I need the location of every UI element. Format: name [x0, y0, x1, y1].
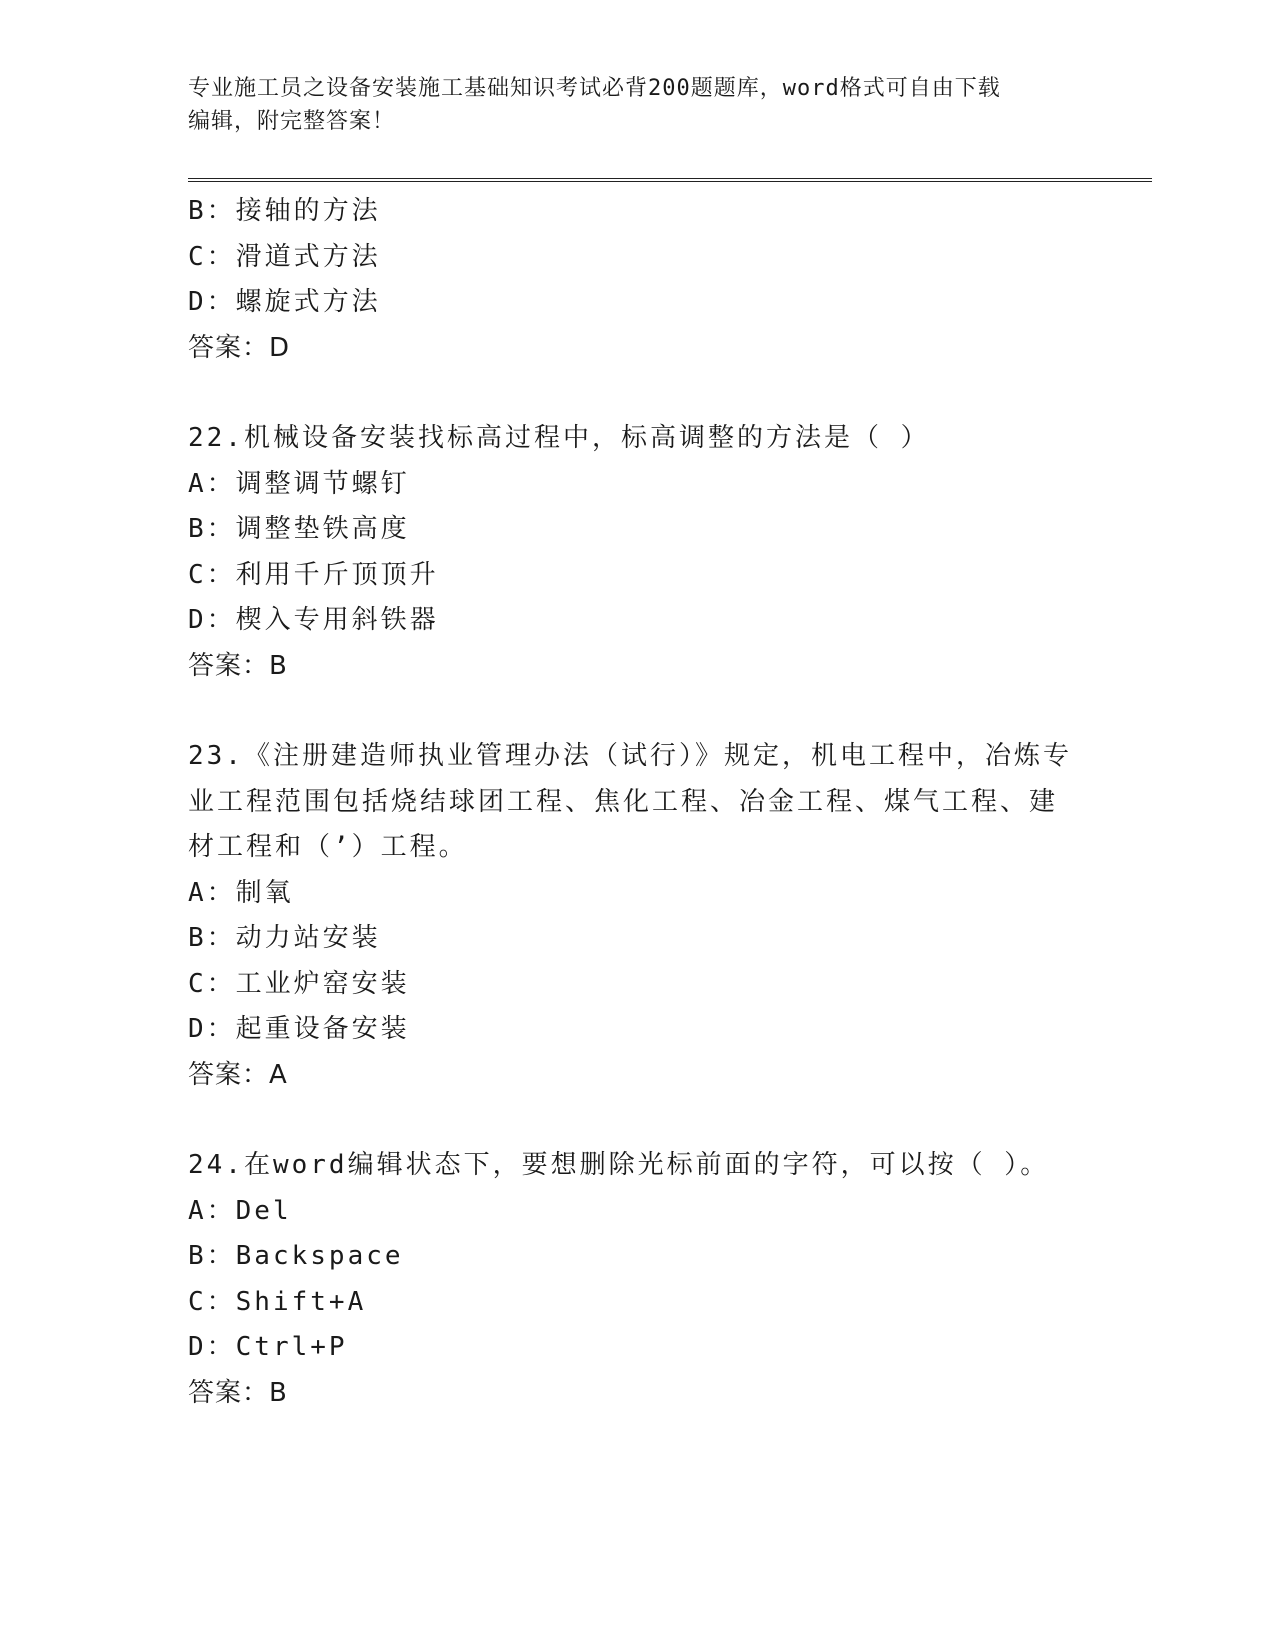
question-stem: 22.机械设备安装找标高过程中，标高调整的方法是（ ） — [188, 423, 930, 453]
option-b: B：动力站安装 — [188, 923, 381, 953]
option-c: C：利用千斤顶顶升 — [188, 559, 439, 590]
question-stem: 24.在word编辑状态下，要想删除光标前面的字符，可以按（ ）。 — [188, 1150, 1050, 1180]
option-d: D：螺旋式方法 — [188, 287, 381, 317]
option-c: C：Shift+A — [188, 1286, 367, 1317]
option-a: A：调整调节螺钉 — [188, 468, 410, 499]
option-d: D：楔入专用斜铁器 — [188, 605, 439, 635]
header-title-line-1: 专业施工员之设备安装施工基础知识考试必背200题题库，word格式可自由下载 — [188, 76, 1001, 101]
option-d: D：起重设备安装 — [188, 1014, 410, 1044]
question-stem-line-1: 23.《注册建造师执业管理办法（试行）》规定，机电工程中，冶炼专 — [188, 741, 1072, 771]
header-title-line-2: 编辑，附完整答案！ — [188, 109, 396, 134]
option-c: C：工业炉窑安装 — [188, 968, 410, 999]
question-list — [188, 189, 1078, 1416]
question-22 — [188, 416, 1078, 689]
question-spacer — [188, 689, 1078, 734]
option-a: A：制氧 — [188, 877, 294, 908]
option-b: B：调整垫铁高度 — [188, 514, 410, 544]
answer-line: 答案：D — [188, 332, 291, 363]
question-stem-line-3: 材工程和（’）工程。 — [188, 832, 468, 862]
answer-line: 答案：B — [188, 650, 288, 681]
document-header — [188, 72, 1068, 138]
answer-line: 答案：B — [188, 1377, 288, 1408]
question-spacer — [188, 1098, 1078, 1143]
option-a: A：Del — [188, 1195, 292, 1226]
answer-line: 答案：A — [188, 1059, 288, 1090]
question-stem-line-2: 业工程范围包括烧结球团工程、焦化工程、冶金工程、煤气工程、建 — [188, 786, 1059, 817]
question-24 — [188, 1143, 1078, 1416]
question-spacer — [188, 371, 1078, 416]
header-divider — [188, 178, 1152, 182]
question-23 — [188, 734, 1078, 1098]
option-d: D：Ctrl+P — [188, 1332, 348, 1362]
option-b: B：Backspace — [188, 1241, 404, 1271]
option-c: C：滑道式方法 — [188, 241, 381, 272]
question-21 — [188, 189, 1078, 371]
option-b: B：接轴的方法 — [188, 196, 381, 226]
